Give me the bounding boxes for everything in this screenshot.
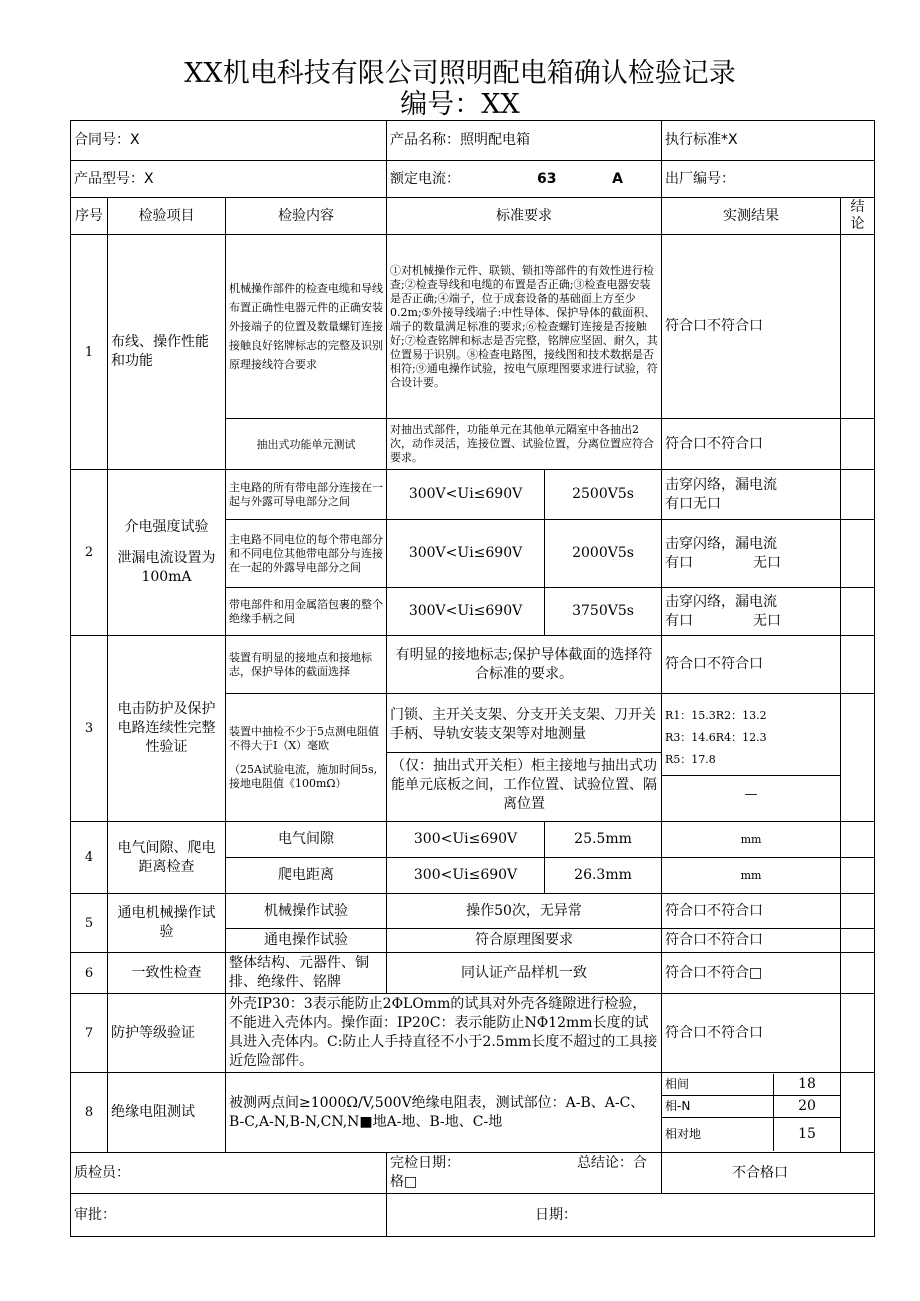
- row3a-content: 装置有明显的接地点和接地标志，保护导体的截面选择: [226, 636, 387, 694]
- row1a-content: 机械操作部件的检查电缆和导线布置正确性电器元件的正确安装外接端子的位置及数量螺钉连接接触良好铭牌标志的完整及识别原理接线符合要求: [226, 235, 387, 419]
- row3b-res-r3: R3：14.6R4：12.3: [665, 730, 767, 744]
- row4b-voltage: 300<Ui≤690V: [387, 858, 545, 894]
- product-name: 产品名称：照明配电箱: [387, 121, 662, 161]
- row2b-result: [662, 520, 841, 588]
- m1-label: 相间: [662, 1074, 774, 1096]
- finish-date: [387, 1153, 662, 1194]
- row2a-result: [662, 470, 841, 520]
- row3b-req-line1: 门锁、主开关支架、分支开关支架、刀开关手柄、导轨安装支架等对地测量: [387, 698, 661, 753]
- col-content: 检验内容: [226, 198, 387, 235]
- row3b-res-r1: R1：15.3R2：13.2: [665, 708, 767, 722]
- document-number: 编号：XX: [400, 89, 520, 120]
- row5b-requirement: 符合原理图要求: [387, 929, 662, 953]
- row3a-requirement: 有明显的接地标志;保护导体截面的选择符合标准的要求。: [387, 636, 662, 694]
- row3-item: 电击防护及保护电路连续性完整性验证: [108, 636, 226, 822]
- col-conclusion: 结论: [841, 198, 875, 235]
- row5-item: 通电机械操作试验: [108, 894, 226, 953]
- row3b-result: [662, 694, 841, 822]
- inspection-table: [70, 120, 875, 1237]
- col-requirement: 标准要求: [387, 198, 662, 235]
- inspector: 质检员：: [71, 1153, 387, 1194]
- row1a-conclusion: [841, 235, 875, 419]
- row4b-value: 26.3mm: [545, 858, 662, 894]
- row2b-test: 2000V5s: [545, 520, 662, 588]
- row5-no: 5: [71, 894, 108, 953]
- row5b-content: 通电操作试验: [226, 929, 387, 953]
- m1-value: 18: [774, 1074, 841, 1096]
- m2-label: 相-N: [662, 1095, 774, 1117]
- row8-item: 绝缘电阻测试: [108, 1073, 226, 1153]
- col-item: 检验项目: [108, 198, 226, 235]
- row4b-unit: mm: [662, 858, 841, 894]
- row3a-conclusion: [841, 636, 875, 694]
- serial-no: 出厂编号：: [662, 161, 875, 198]
- row2c-result-no: 无口: [753, 612, 782, 629]
- m3-value: 15: [774, 1117, 841, 1151]
- row3b-requirement: [387, 694, 662, 822]
- row2b-conclusion: [841, 520, 875, 588]
- col-result: 实测结果: [662, 198, 841, 235]
- row1b-conclusion: [841, 419, 875, 470]
- row7-content: 外壳IP30：3表示能防止2ΦLOmm的试具对外壳各缝隙进行检验，不能进入壳体内。操作面：IP20C：表示能防止NΦ12mm长度的试具进入壳体内。C:防止人手持直径不小于2.5mm长度不超过的工具接近危险部件。: [226, 994, 662, 1073]
- row4-no: 4: [71, 822, 108, 894]
- row7-result: 符合口不符合口: [662, 994, 841, 1073]
- row3b-res-r5: R5：17.8: [662, 749, 840, 776]
- row2b-result-line1: 击穿闪络，漏电流: [665, 535, 778, 552]
- rated-current: [387, 161, 662, 198]
- row3b-content-line1: 装置中抽检不少于5点测电阻值不得大于I（X）毫欧: [229, 724, 379, 752]
- row2-item-line1: 介电强度试验: [124, 519, 209, 535]
- row8-measurements: [662, 1073, 841, 1153]
- row6-content: 整体结构、元器件、铜排、绝缘件、铭牌: [226, 953, 387, 994]
- row2-no: 2: [71, 470, 108, 636]
- row1a-result: 符合口不符合口: [662, 235, 841, 419]
- exec-standard: 执行标准*X: [662, 121, 875, 161]
- row7-item: 防护等级验证: [108, 994, 226, 1073]
- row6-no: 6: [71, 953, 108, 994]
- row1a-requirement: ①对机械操作元件、联锁、锁扣等部件的有效性进行检查;②检查导线和电缆的布置是否正确;③检查电器安装是否正确;④端子，位于成套设备的基础面上方至少0.2m;⑤外接导线端子:中性导体、保护导体的截面积、端子的数量满足标准的要求;⑥检查螺钉连接是否接触好;⑦检查铭牌和标志是否完整，铭牌应坚固、耐久，其位置易于识别。⑧检查电路图，接线图和技术数据是否相符;⑨通电操作试验，按电气原理图要求进行试验，符合设计要。: [387, 235, 662, 419]
- row2-item-line2: 泄漏电流设置为100mA: [117, 550, 216, 585]
- document-title: XX机电科技有限公司照明配电箱确认检验记录: [184, 58, 736, 89]
- row6-conclusion: [841, 953, 875, 994]
- row2c-voltage: 300V<Ui≤690V: [387, 588, 545, 636]
- rated-current-unit: A: [612, 170, 623, 187]
- row2c-result: [662, 588, 841, 636]
- row8-content: 被测两点间≥1000Ω/V,500V绝缘电阻表，测试部位：A-B、A-C、B-C,A-N,B-N,CN,N■地A-地、B-地、C-地: [226, 1073, 662, 1153]
- row4a-unit: mm: [662, 822, 841, 858]
- row3b-content: [226, 694, 387, 822]
- row2b-voltage: 300V<Ui≤690V: [387, 520, 545, 588]
- row2a-test: 2500V5s: [545, 470, 662, 520]
- row3b-res-dash: —: [744, 786, 758, 802]
- row2a-result-line2: 有口无口: [665, 495, 722, 512]
- row4b-content: 爬电距离: [226, 858, 387, 894]
- row6-item: 一致性检查: [108, 953, 226, 994]
- row2a-content: 主电路的所有带电部分连接在一起与外露可导电部分之间: [226, 470, 387, 520]
- row5b-conclusion: [841, 929, 875, 953]
- row2c-content: 带电部件和用金属箔包裹的整个绝缘手柄之间: [226, 588, 387, 636]
- row2c-conclusion: [841, 588, 875, 636]
- row2a-conclusion: [841, 470, 875, 520]
- row5a-content: 机械操作试验: [226, 894, 387, 929]
- row7-no: 7: [71, 994, 108, 1073]
- row1b-content: 抽出式功能单元测试: [226, 419, 387, 470]
- row1-no: 1: [71, 235, 108, 470]
- rated-current-label: 额定电流：: [390, 170, 461, 187]
- fail-option: 不合格口: [662, 1153, 875, 1194]
- row4a-content: 电气间隙: [226, 822, 387, 858]
- row4-item: 电气间隙、爬电距离检查: [108, 822, 226, 894]
- rated-current-value: 63: [537, 170, 557, 187]
- row3b-req-line2: （仅：抽出式开关柜）柜主接地与抽出式功能单元底板之间，工作位置、试验位置、隔离位置: [391, 757, 658, 812]
- row4a-voltage: 300<Ui≤690V: [387, 822, 545, 858]
- row2c-result-yes: 有口: [665, 612, 694, 629]
- row2b-content: 主电路不同电位的每个带电部分和不同电位其他带电部分与连接在一起的外露导电部分之间: [226, 520, 387, 588]
- row5a-requirement: 操作50次，无异常: [387, 894, 662, 929]
- row2-item: [108, 470, 226, 636]
- row7-conclusion: [841, 994, 875, 1073]
- row2a-voltage: 300V<Ui≤690V: [387, 470, 545, 520]
- approval: 审批：: [71, 1194, 387, 1237]
- row5b-result: 符合口不符合口: [662, 929, 841, 953]
- row4a-value: 25.5mm: [545, 822, 662, 858]
- finish-date-label: 完检日期：: [390, 1155, 461, 1171]
- row5a-result: 符合口不符合口: [662, 894, 841, 929]
- contract-no: 合同号：X: [71, 121, 387, 161]
- product-model: 产品型号：X: [71, 161, 387, 198]
- row3a-result: 符合口不符合口: [662, 636, 841, 694]
- row4a-conclusion: [841, 822, 875, 858]
- row6-result: 符合口不符合□: [662, 953, 841, 994]
- row3b-content-line2: （25A试验电流，施加时间5s,接地电阻值《100mΩ）: [229, 762, 378, 790]
- row5a-conclusion: [841, 894, 875, 929]
- overall-conclusion: 总结论：合格□: [390, 1155, 647, 1190]
- m3-label: 相对地: [665, 1127, 702, 1141]
- row1b-requirement: 对抽出式部件，功能单元在其他单元隔室中各抽出2次，动作灵活，连接位置、试验位置，分离位置应符合要求。: [387, 419, 662, 470]
- row6-requirement: 同认证产品样机一致: [387, 953, 662, 994]
- row3-no: 3: [71, 636, 108, 822]
- row2b-result-yes: 有口: [665, 554, 694, 571]
- row2a-result-line1: 击穿闪络，漏电流: [665, 476, 778, 493]
- row2c-result-line1: 击穿闪络，漏电流: [665, 593, 778, 610]
- row2b-result-no: 无口: [753, 554, 782, 571]
- approval-date: 日期：: [387, 1194, 875, 1237]
- row8-no: 8: [71, 1073, 108, 1153]
- col-no: 序号: [71, 198, 108, 235]
- row8-conclusion: [841, 1073, 875, 1153]
- row1-item: 布线、操作性能和功能: [108, 235, 226, 470]
- m2-value: 20: [774, 1095, 841, 1117]
- row1b-result: 符合口不符合口: [662, 419, 841, 470]
- row4b-conclusion: [841, 858, 875, 894]
- row3b-conclusion: [841, 694, 875, 822]
- row2c-test: 3750V5s: [545, 588, 662, 636]
